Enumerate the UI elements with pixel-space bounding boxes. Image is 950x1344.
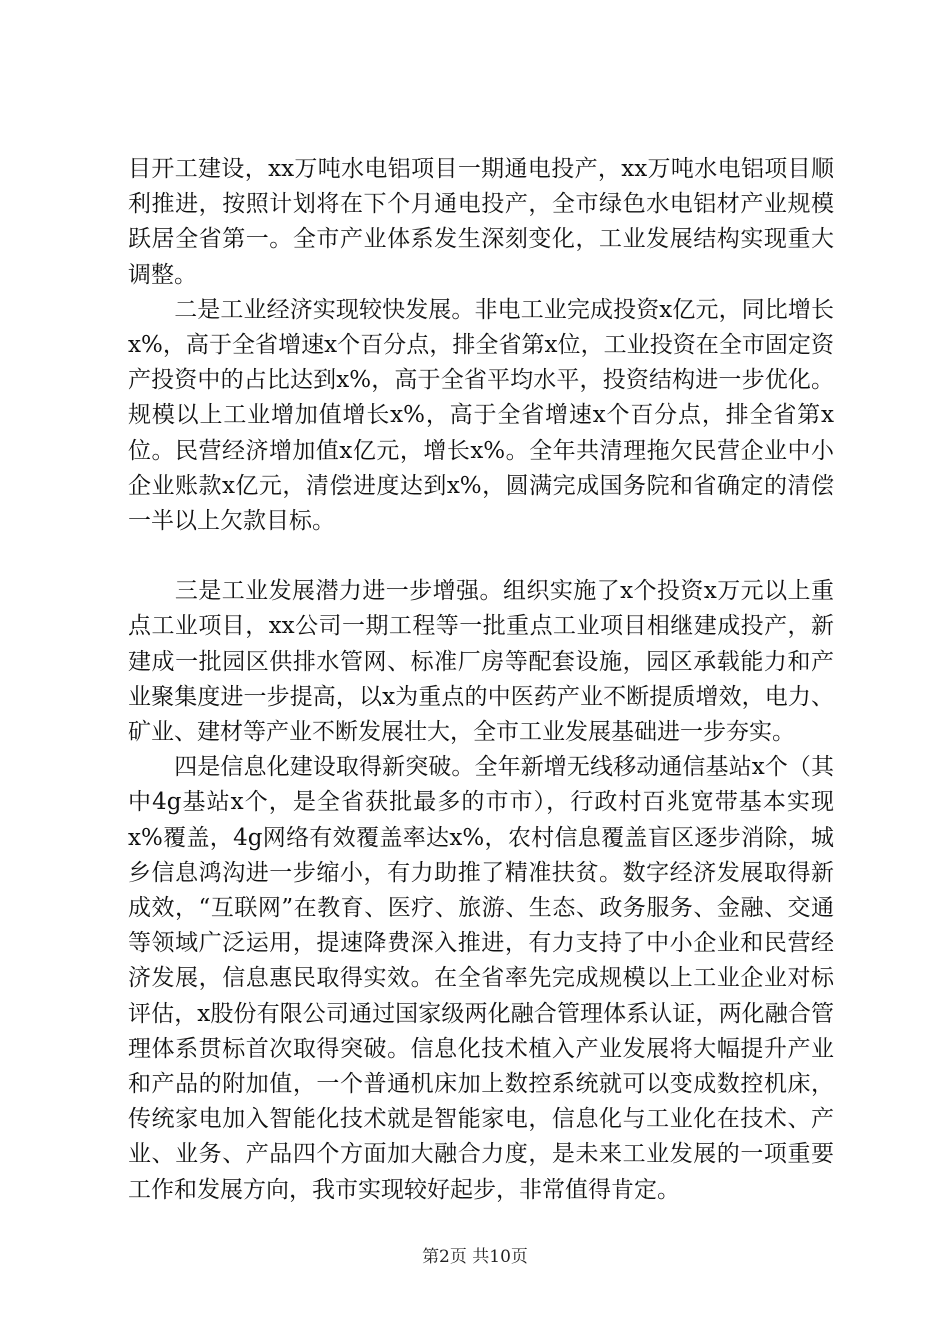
document-body (128, 152, 834, 1208)
paragraph-informatization: 四是信息化建设取得新突破。全年新增无线移动通信基站x个（其中4g基站x个，是全省获批最多的市市），行政村百兆宽带基本实现x%覆盖，4g网络有效覆盖率达x%，农村信息覆盖盲区逐步消除，城乡信息鸿沟进一步缩小，有力助推了精准扶贫。数字经济发展取得新成效，“互联网”在教育、医疗、旅游、生态、政务服务、金融、交通等领域广泛运用，提速降费深入推进，有力支持了中小企业和民营经济发展，信息惠民取得实效。在全省率先完成规模以上工业企业对标评估，x股份有限公司通过国家级两化融合管理体系认证，两化融合管理体系贯标首次取得突破。信息化技术植入产业发展将大幅提升产业和产品的附加值，一个普通机床加上数控系统就可以变成数控机床，传统家电加入智能化技术就是智能家电，信息化与工业化在技术、产业、业务、产品四个方面加大融合力度，是未来工业发展的一项重要工作和发展方向，我市实现较好起步，非常值得肯定。 (128, 754, 834, 1203)
paragraph-development-potential: 三是工业发展潜力进一步增强。组织实施了x个投资x万元以上重点工业项目，xx公司一期工程等一批重点工业项目相继建成投产，新建成一批园区供排水管网、标准厂房等配套设施，园区承载能力和产业聚集度进一步提高，以x为重点的中医药产业不断提质增效，电力、矿业、建材等产业不断发展壮大，全市工业发展基础进一步夯实。 (128, 578, 834, 746)
paragraph-industrial-economy: 二是工业经济实现较快发展。非电工业完成投资x亿元，同比增长x%，高于全省增速x个百分点，排全省第x位，工业投资在全市固定资产投资中的占比达到x%，高于全省平均水平，投资结构进一步优化。规模以上工业增加值增长x%，高于全省增速x个百分点，排全省第x位。民营经济增加值x亿元，增长x%。全年共清理拖欠民营企业中小企业账款x亿元，清偿进度达到x%，圆满完成国务院和省确定的清偿一半以上欠款目标。 (128, 296, 834, 535)
paragraph-continuation: 目开工建设，xx万吨水电铝项目一期通电投产，xx万吨水电铝项目顺利推进，按照计划将在下个月通电投产，全市绿色水电铝材产业规模跃居全省第一。全市产业体系发生深刻变化，工业发展结构实现重大调整。 (128, 156, 834, 288)
page-footer: 第2页 共10页 (422, 1247, 528, 1267)
